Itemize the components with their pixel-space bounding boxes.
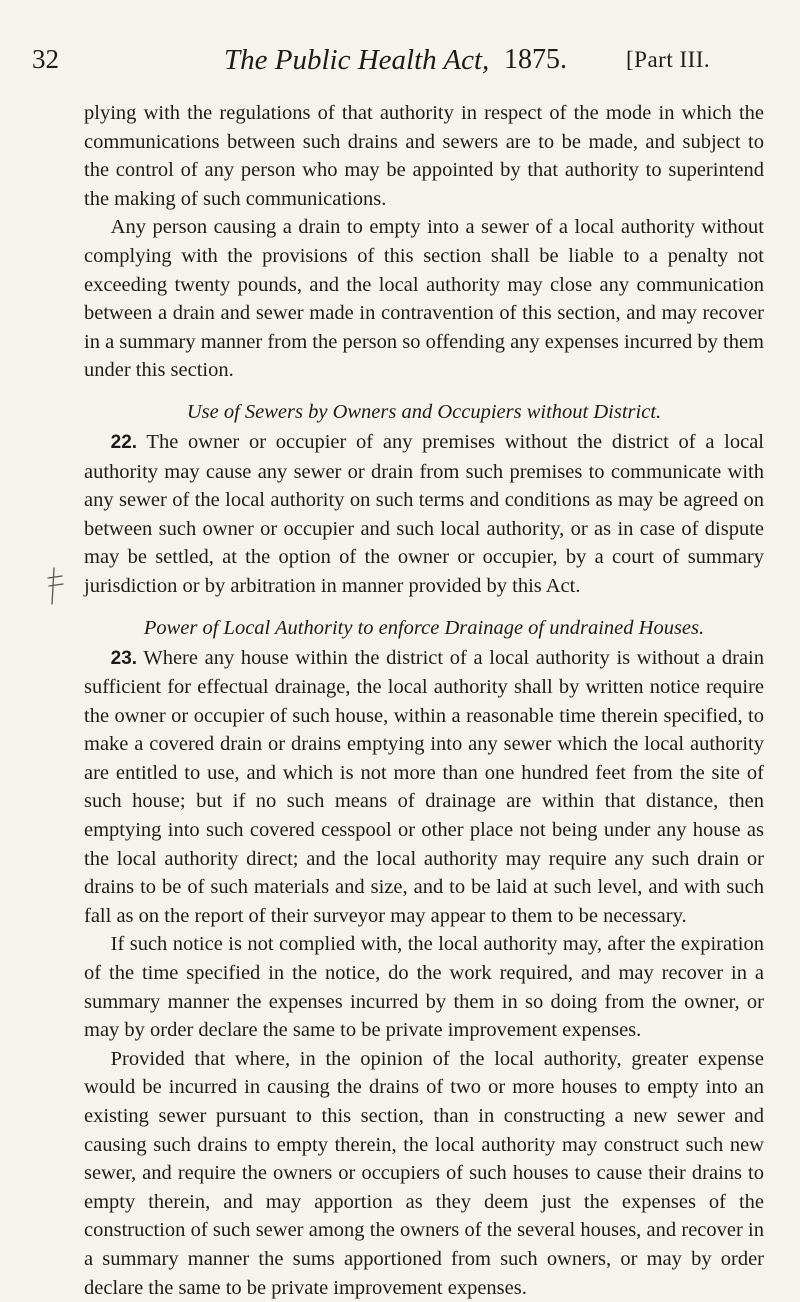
page-number: 32: [32, 44, 59, 74]
section-23-heading: Power of Local Authority to enforce Drainage of undrained Houses.: [143, 616, 705, 639]
running-header: [30, 44, 770, 84]
section-22-text: The owner or occupier of any premises without the district of a local authority may cause any sewer or drain from such premises to communicate with any sewer of the local authority on such terms and conditions as may be agreed on between such owner or occupier and such local authority, or as in case of dispute may be settled, at the option of the owner or occupier, by a court of summary jurisdiction or by arbitration in manner provided by this Act.: [84, 430, 764, 597]
section-23-paragraph-notice: If such notice is not complied with, the local authority may, after the expiration of the time specified in the notice, do the work required, and may recover in a summary manner the expenses incurred by them in so doing from the owner, or may by order declare the same to be private improvement expenses.: [84, 933, 764, 1042]
section-23-paragraph-proviso: Provided that where, in the opinion of the local authority, greater expense would be incurred in causing the drains of two or more houses to empty into an existing sewer pursuant to this section, than in constructing a new sewer and causing such drains to empty therein, the local authority may construct such new sewer, and require the owners or occupiers of such houses to cause their drains to empty therein, and may apportion as they deem just the expenses of the construction of such sewer among the owners of the several houses, and recover in a summary manner the sums apportioned from such owners, or may by order declare the same to be private improvement expenses.: [84, 1047, 764, 1299]
running-title: The Public Health Act,: [224, 44, 490, 76]
section-22-heading: Use of Sewers by Owners and Occupiers without District.: [186, 400, 662, 423]
paragraph-penalty: Any person causing a drain to empty into a sewer of a local authority without complying with the provisions of this section shall be liable to a penalty not exceeding twenty pounds, and the local authority may close any communication between a drain and sewer made in contravention of this section, and may recover in a summary manner from the person so offending any expenses incurred by them under this section.: [84, 216, 764, 382]
part-label: [Part III.: [626, 47, 711, 72]
section-22-paragraph: [84, 428, 764, 601]
paragraph-continued: plying with the regulations of that authority in respect of the mode in which the communications between such drains and sewers are to be made, and subject to the control of any person who may be appointed by that authority to superintend the making of such communications.: [84, 102, 764, 210]
section-23-number: 23.: [110, 647, 138, 669]
running-title-year: 1875.: [504, 44, 567, 75]
section-22-number: 22.: [110, 431, 138, 453]
section-23-paragraph: [84, 644, 764, 931]
pencil-margin-mark-icon: [44, 566, 66, 606]
section-23-text: Where any house within the district of a local authority is without a drain sufficient for effectual drainage, the local authority shall by written notice require the owner or occupier of such house, within a reasonable time therein specified, to make a covered drain or drains emptying into any sewer which the local authority are entitled to use, and which is not more than one hundred feet from the site of such house; but if no such means of drainage are within that distance, then emptying into such covered cesspool or other place not being under any house as the local authority direct; and the local authority may require any such drain or drains to be of such materials and size, and to be laid at such level, and with such fall as on the report of their surveyor may appear to them to be necessary.: [84, 646, 764, 927]
page-body: [84, 99, 764, 1302]
